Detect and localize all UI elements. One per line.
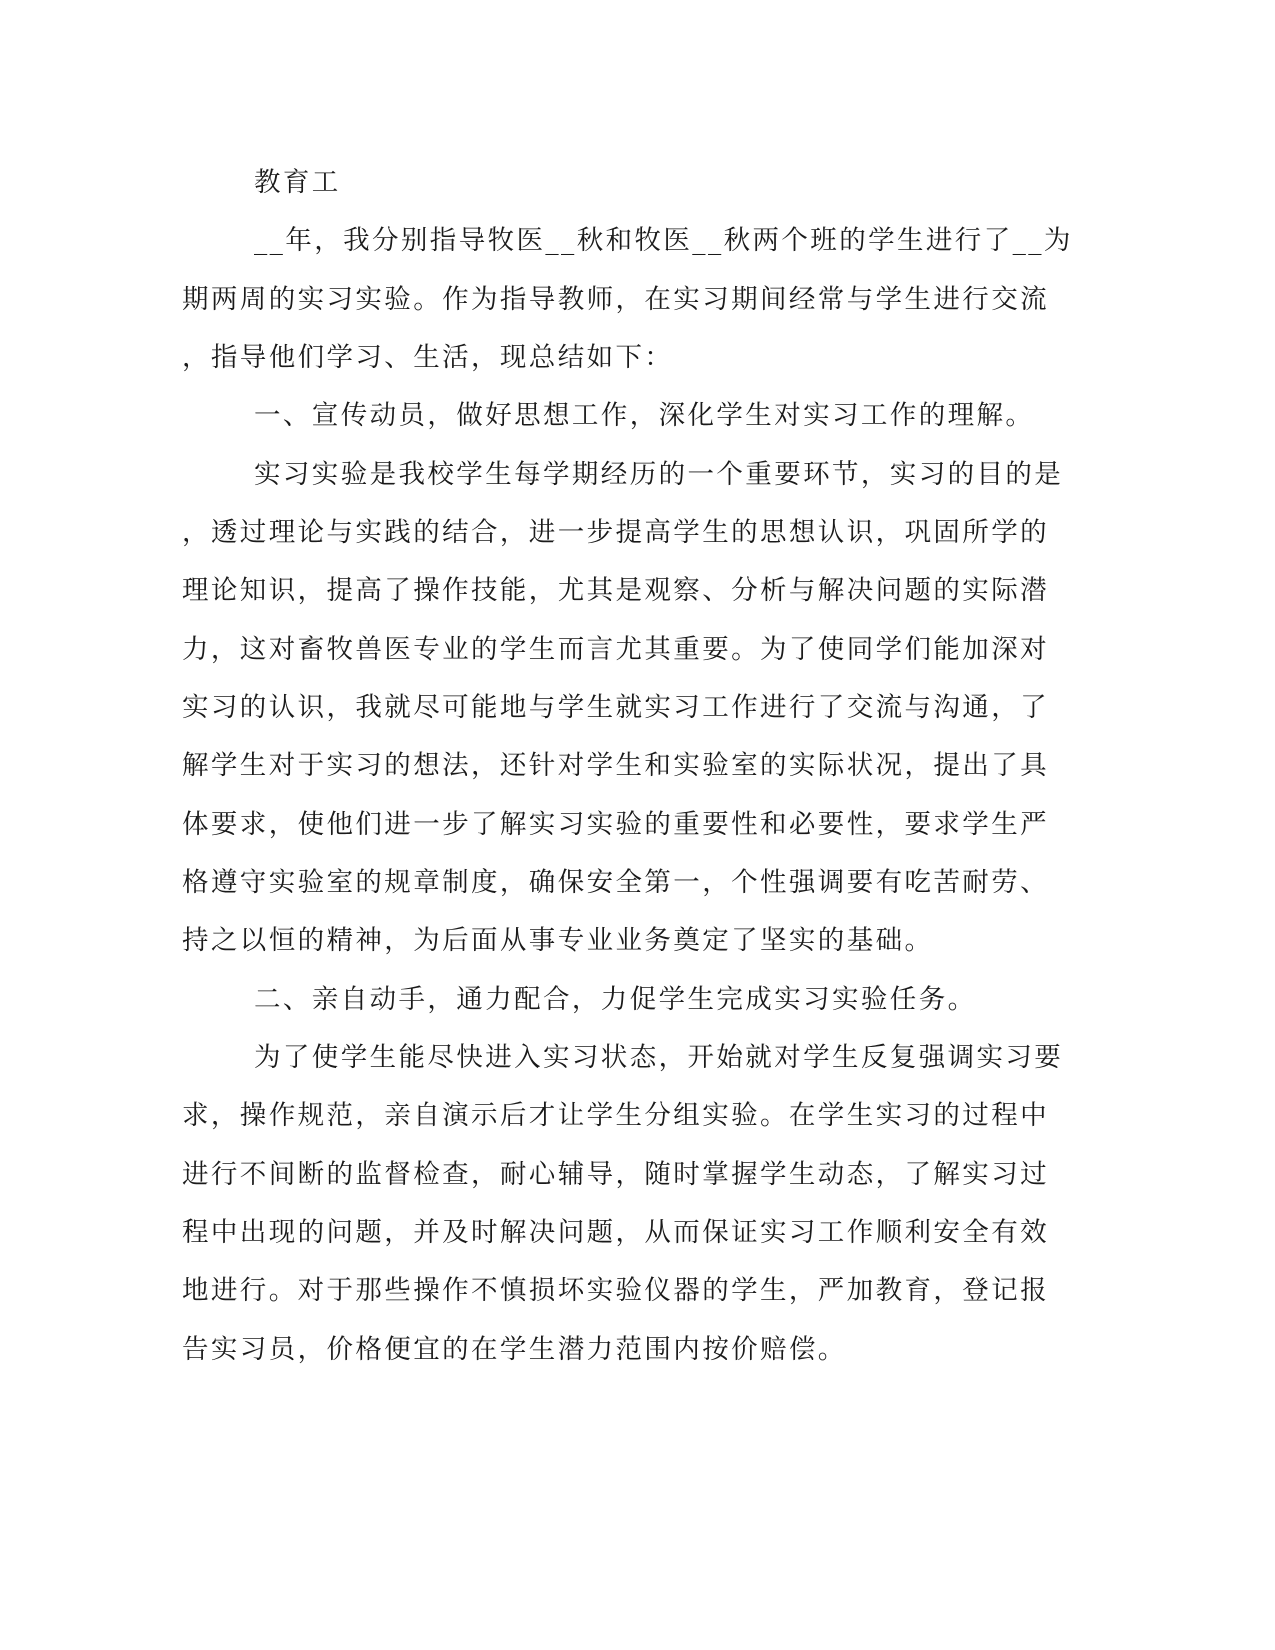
text-line: 解学生对于实习的想法，还针对学生和实验室的实际状况，提出了具 (182, 750, 1049, 781)
section-heading-1: 一、宣传动员，做好思想工作，深化学生对实习工作的理解。 (254, 400, 1035, 431)
text-line: ，指导他们学习、生活，现总结如下： (182, 342, 674, 373)
text-line: 地进行。对于那些操作不慎损坏实验仪器的学生，严加教育，登记报 (182, 1275, 1049, 1306)
text-line: 进行不间断的监督检查，耐心辅导，随时掌握学生动态，了解实习过 (182, 1159, 1049, 1190)
text-line: 期两周的实习实验。作为指导教师，在实习期间经常与学生进行交流 (182, 284, 1049, 315)
text-line: 体要求，使他们进一步了解实习实验的重要性和必要性，要求学生严 (182, 809, 1049, 840)
section-heading-2: 二、亲自动手，通力配合，力促学生完成实习实验任务。 (254, 984, 977, 1015)
text-line: 理论知识，提高了操作技能，尤其是观察、分析与解决问题的实际潜 (182, 575, 1049, 606)
text-line: 格遵守实验室的规章制度，确保安全第一，个性强调要有吃苦耐劳、 (182, 867, 1049, 898)
text-line: 力，这对畜牧兽医专业的学生而言尤其重要。为了使同学们能加深对 (182, 634, 1049, 665)
text-line: 持之以恒的精神，为后面从事专业业务奠定了坚实的基础。 (182, 925, 934, 956)
text-line: 告实习员，价格便宜的在学生潜力范围内按价赔偿。 (182, 1334, 847, 1365)
text-line: 实习实验是我校学生每学期经历的一个重要环节，实习的目的是 (254, 459, 1064, 490)
document-title: 教育工 (254, 167, 341, 198)
text-line: 实习的认识，我就尽可能地与学生就实习工作进行了交流与沟通，了 (182, 692, 1049, 723)
text-line: 求，操作规范，亲自演示后才让学生分组实验。在学生实习的过程中 (182, 1100, 1049, 1131)
text-line: __年，我分别指导牧医__秋和牧医__秋两个班的学生进行了__为 (254, 225, 1073, 256)
text-line: ，透过理论与实践的结合，进一步提高学生的思想认识，巩固所学的 (182, 517, 1049, 548)
text-line: 程中出现的问题，并及时解决问题，从而保证实习工作顺利安全有效 (182, 1217, 1049, 1248)
text-line: 为了使学生能尽快进入实习状态，开始就对学生反复强调实习要 (254, 1042, 1064, 1073)
